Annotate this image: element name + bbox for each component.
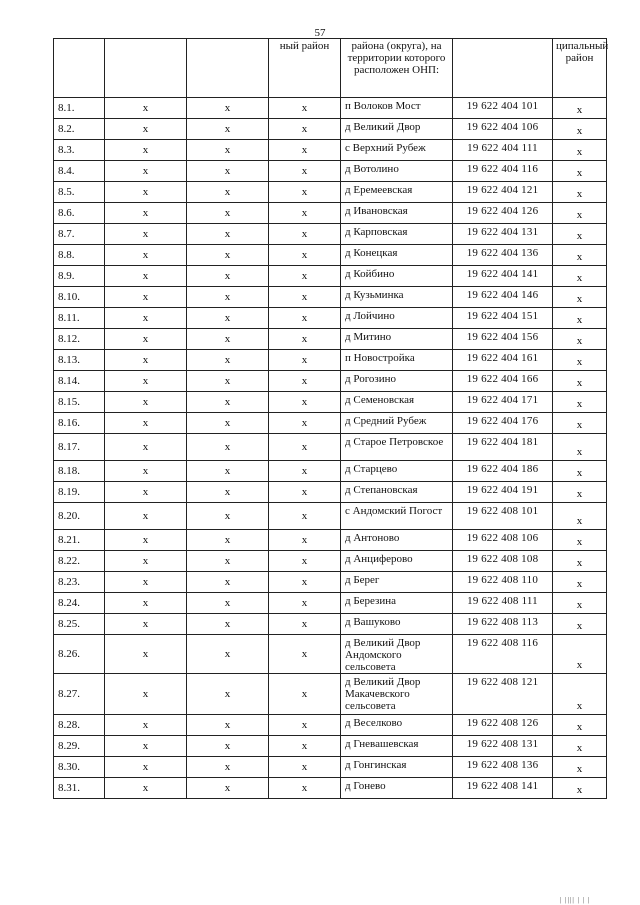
oktmo-code: 19 622 404 141: [453, 266, 553, 287]
table-row: [54, 182, 607, 203]
cell-mark: x: [553, 308, 607, 329]
table-row: [54, 614, 607, 635]
cell-mark: x: [187, 593, 269, 614]
oktmo-code: 19 622 408 126: [453, 715, 553, 736]
cell-mark: x: [187, 371, 269, 392]
cell-mark: x: [269, 413, 341, 434]
table-row: [54, 266, 607, 287]
cell-mark: x: [105, 778, 187, 799]
cell-mark: x: [105, 392, 187, 413]
cell-mark: x: [269, 778, 341, 799]
cell-mark: x: [553, 350, 607, 371]
row-number: 8.7.: [54, 224, 105, 245]
row-number: 8.30.: [54, 757, 105, 778]
cell-mark: x: [269, 287, 341, 308]
cell-mark: x: [553, 392, 607, 413]
table-row: [54, 757, 607, 778]
cell-mark: x: [269, 329, 341, 350]
cell-mark: x: [187, 434, 269, 461]
cell-mark: x: [269, 635, 341, 674]
cell-mark: x: [269, 593, 341, 614]
cell-mark: x: [269, 715, 341, 736]
cell-mark: x: [269, 434, 341, 461]
table-row: [54, 308, 607, 329]
oktmo-code: 19 622 408 111: [453, 593, 553, 614]
cell-mark: x: [553, 530, 607, 551]
cell-mark: x: [187, 308, 269, 329]
row-number: 8.5.: [54, 182, 105, 203]
settlement-name: д Степановская: [341, 482, 453, 503]
settlement-name: д Берег: [341, 572, 453, 593]
cell-mark: x: [269, 119, 341, 140]
cell-mark: x: [105, 371, 187, 392]
settlement-name: д Митино: [341, 329, 453, 350]
oktmo-code: 19 622 404 176: [453, 413, 553, 434]
cell-mark: x: [187, 413, 269, 434]
cell-mark: x: [105, 461, 187, 482]
cell-mark: x: [269, 572, 341, 593]
oktmo-code: 19 622 404 111: [453, 140, 553, 161]
cell-mark: x: [105, 350, 187, 371]
cell-mark: x: [553, 119, 607, 140]
settlement-name: д Вотолино: [341, 161, 453, 182]
table-row: [54, 224, 607, 245]
row-number: 8.28.: [54, 715, 105, 736]
cell-mark: x: [553, 161, 607, 182]
cell-mark: x: [105, 287, 187, 308]
row-number: 8.4.: [54, 161, 105, 182]
row-number: 8.9.: [54, 266, 105, 287]
cell-mark: x: [553, 371, 607, 392]
oktmo-code: 19 622 408 131: [453, 736, 553, 757]
oktmo-code: 19 622 408 113: [453, 614, 553, 635]
row-number: 8.11.: [54, 308, 105, 329]
settlement-name: д Гонгинская: [341, 757, 453, 778]
oktmo-code: 19 622 404 171: [453, 392, 553, 413]
cell-mark: x: [269, 308, 341, 329]
oktmo-code: 19 622 408 110: [453, 572, 553, 593]
oktmo-code: 19 622 408 108: [453, 551, 553, 572]
table-row: [54, 287, 607, 308]
cell-mark: x: [269, 266, 341, 287]
cell-mark: x: [553, 572, 607, 593]
cell-mark: x: [105, 308, 187, 329]
oktmo-code: 19 622 404 131: [453, 224, 553, 245]
cell-mark: x: [105, 715, 187, 736]
oktmo-code: 19 622 404 136: [453, 245, 553, 266]
row-number: 8.25.: [54, 614, 105, 635]
header-cell-6: [453, 39, 553, 98]
oktmo-code: 19 622 404 146: [453, 287, 553, 308]
cell-mark: x: [187, 736, 269, 757]
table-row: [54, 551, 607, 572]
row-number: 8.12.: [54, 329, 105, 350]
table-row: [54, 392, 607, 413]
oktmo-code: 19 622 404 191: [453, 482, 553, 503]
row-number: 8.23.: [54, 572, 105, 593]
cell-mark: x: [187, 778, 269, 799]
cell-mark: x: [553, 778, 607, 799]
cell-mark: x: [187, 161, 269, 182]
cell-mark: x: [269, 503, 341, 530]
cell-mark: x: [105, 503, 187, 530]
cell-mark: x: [105, 98, 187, 119]
cell-mark: x: [105, 614, 187, 635]
cell-mark: x: [553, 674, 607, 715]
scan-marks: | |||| | | |: [560, 896, 591, 904]
cell-mark: x: [105, 266, 187, 287]
cell-mark: x: [553, 757, 607, 778]
cell-mark: x: [553, 329, 607, 350]
cell-mark: x: [187, 98, 269, 119]
table-row: [54, 350, 607, 371]
settlement-name: д Карповская: [341, 224, 453, 245]
cell-mark: x: [105, 329, 187, 350]
cell-mark: x: [187, 551, 269, 572]
cell-mark: x: [105, 413, 187, 434]
settlement-name: д Гонево: [341, 778, 453, 799]
oktmo-code: 19 622 404 166: [453, 371, 553, 392]
page-number: 57: [314, 27, 326, 39]
oktmo-code: 19 622 408 106: [453, 530, 553, 551]
oktmo-code: 19 622 404 106: [453, 119, 553, 140]
settlement-name: п Новостройка: [341, 350, 453, 371]
cell-mark: x: [187, 392, 269, 413]
cell-mark: x: [553, 413, 607, 434]
table-row: [54, 778, 607, 799]
cell-mark: x: [553, 461, 607, 482]
cell-mark: x: [553, 98, 607, 119]
cell-mark: x: [269, 482, 341, 503]
cell-mark: x: [269, 614, 341, 635]
header-cell-5: района (округа), на территории которого расположен ОНП:: [341, 39, 453, 98]
header-cell-2: [105, 39, 187, 98]
cell-mark: x: [553, 203, 607, 224]
settlement-name: д Семеновская: [341, 392, 453, 413]
cell-mark: x: [187, 757, 269, 778]
table-row: [54, 140, 607, 161]
cell-mark: x: [269, 757, 341, 778]
cell-mark: x: [269, 140, 341, 161]
cell-mark: x: [105, 674, 187, 715]
oktmo-code: 19 622 408 141: [453, 778, 553, 799]
cell-mark: x: [269, 245, 341, 266]
cell-mark: x: [269, 392, 341, 413]
row-number: 8.29.: [54, 736, 105, 757]
oktmo-code: 19 622 404 126: [453, 203, 553, 224]
oktmo-code: 19 622 408 101: [453, 503, 553, 530]
cell-mark: x: [105, 482, 187, 503]
cell-mark: x: [187, 674, 269, 715]
row-number: 8.6.: [54, 203, 105, 224]
cell-mark: x: [105, 635, 187, 674]
cell-mark: x: [269, 161, 341, 182]
row-number: 8.16.: [54, 413, 105, 434]
cell-mark: x: [269, 674, 341, 715]
cell-mark: x: [105, 245, 187, 266]
settlement-name: д Великий Двор Макачевского сельсовета: [341, 674, 453, 715]
row-number: 8.13.: [54, 350, 105, 371]
table-row: [54, 461, 607, 482]
cell-mark: x: [187, 245, 269, 266]
row-number: 8.31.: [54, 778, 105, 799]
settlement-name: д Гневашевская: [341, 736, 453, 757]
settlement-name: д Ивановская: [341, 203, 453, 224]
row-number: 8.26.: [54, 635, 105, 674]
table-row: [54, 715, 607, 736]
row-number: 8.27.: [54, 674, 105, 715]
cell-mark: x: [553, 593, 607, 614]
oktmo-code: 19 622 404 116: [453, 161, 553, 182]
settlement-name: д Анциферово: [341, 551, 453, 572]
cell-mark: x: [187, 715, 269, 736]
settlement-name: д Березина: [341, 593, 453, 614]
oktmo-code: 19 622 408 116: [453, 635, 553, 674]
table-row: [54, 161, 607, 182]
settlement-name: д Рогозино: [341, 371, 453, 392]
cell-mark: x: [187, 572, 269, 593]
cell-mark: x: [269, 203, 341, 224]
cell-mark: x: [187, 203, 269, 224]
table-row: [54, 736, 607, 757]
cell-mark: x: [553, 614, 607, 635]
settlement-name: с Андомский Погост: [341, 503, 453, 530]
oktmo-code: 19 622 404 151: [453, 308, 553, 329]
cell-mark: x: [187, 287, 269, 308]
cell-mark: x: [187, 530, 269, 551]
header-cell-3: [187, 39, 269, 98]
settlement-name: д Кузьминка: [341, 287, 453, 308]
table-row: [54, 98, 607, 119]
cell-mark: x: [105, 530, 187, 551]
row-number: 8.19.: [54, 482, 105, 503]
table-row: [54, 503, 607, 530]
cell-mark: x: [269, 98, 341, 119]
header-cell-4: ный район: [269, 39, 341, 98]
cell-mark: x: [553, 224, 607, 245]
cell-mark: x: [105, 224, 187, 245]
cell-mark: x: [269, 736, 341, 757]
cell-mark: x: [553, 266, 607, 287]
header-cell-1: [54, 39, 105, 98]
cell-mark: x: [105, 593, 187, 614]
table-row: [54, 245, 607, 266]
cell-mark: x: [187, 614, 269, 635]
cell-mark: x: [105, 161, 187, 182]
table-row: [54, 203, 607, 224]
settlement-name: д Веселково: [341, 715, 453, 736]
settlement-name: д Старцево: [341, 461, 453, 482]
settlement-name: д Старое Петровское: [341, 434, 453, 461]
row-number: 8.3.: [54, 140, 105, 161]
cell-mark: x: [553, 182, 607, 203]
row-number: 8.2.: [54, 119, 105, 140]
settlement-name: п Волоков Мост: [341, 98, 453, 119]
cell-mark: x: [187, 140, 269, 161]
row-number: 8.22.: [54, 551, 105, 572]
oktmo-code: 19 622 408 121: [453, 674, 553, 715]
table-row: [54, 371, 607, 392]
cell-mark: x: [187, 461, 269, 482]
cell-mark: x: [187, 329, 269, 350]
table-row: [54, 434, 607, 461]
settlement-name: д Еремеевская: [341, 182, 453, 203]
cell-mark: x: [105, 757, 187, 778]
cell-mark: x: [105, 572, 187, 593]
oktmo-code: 19 622 408 136: [453, 757, 553, 778]
cell-mark: x: [105, 203, 187, 224]
table-row: [54, 413, 607, 434]
cell-mark: x: [553, 635, 607, 674]
cell-mark: x: [553, 140, 607, 161]
cell-mark: x: [187, 635, 269, 674]
settlement-name: д Великий Двор: [341, 119, 453, 140]
settlement-name: д Койбино: [341, 266, 453, 287]
oktmo-code: 19 622 404 181: [453, 434, 553, 461]
settlement-name: д Конецкая: [341, 245, 453, 266]
settlement-name: д Средний Рубеж: [341, 413, 453, 434]
oktmo-code: 19 622 404 156: [453, 329, 553, 350]
cell-mark: x: [269, 530, 341, 551]
cell-mark: x: [269, 461, 341, 482]
settlements-table: [53, 38, 607, 799]
cell-mark: x: [553, 245, 607, 266]
row-number: 8.8.: [54, 245, 105, 266]
cell-mark: x: [105, 551, 187, 572]
cell-mark: x: [187, 224, 269, 245]
oktmo-code: 19 622 404 186: [453, 461, 553, 482]
table-row: [54, 530, 607, 551]
cell-mark: x: [269, 224, 341, 245]
row-number: 8.18.: [54, 461, 105, 482]
oktmo-code: 19 622 404 101: [453, 98, 553, 119]
table-row: [54, 329, 607, 350]
row-number: 8.10.: [54, 287, 105, 308]
cell-mark: x: [269, 551, 341, 572]
row-number: 8.24.: [54, 593, 105, 614]
settlement-name: д Великий Двор Андомского сельсовета: [341, 635, 453, 674]
row-number: 8.14.: [54, 371, 105, 392]
table-row: [54, 593, 607, 614]
oktmo-code: 19 622 404 161: [453, 350, 553, 371]
cell-mark: x: [553, 482, 607, 503]
cell-mark: x: [553, 551, 607, 572]
header-cell-7: ципальный район: [553, 39, 607, 98]
table-row: [54, 635, 607, 674]
oktmo-code: 19 622 404 121: [453, 182, 553, 203]
table-row: [54, 119, 607, 140]
cell-mark: x: [553, 715, 607, 736]
settlement-name: д Вашуково: [341, 614, 453, 635]
cell-mark: x: [105, 434, 187, 461]
row-number: 8.20.: [54, 503, 105, 530]
row-number: 8.17.: [54, 434, 105, 461]
cell-mark: x: [187, 119, 269, 140]
cell-mark: x: [187, 182, 269, 203]
table-row: [54, 674, 607, 715]
cell-mark: x: [187, 482, 269, 503]
cell-mark: x: [269, 371, 341, 392]
cell-mark: x: [553, 736, 607, 757]
cell-mark: x: [187, 350, 269, 371]
settlement-name: с Верхний Рубеж: [341, 140, 453, 161]
cell-mark: x: [269, 350, 341, 371]
settlement-name: д Лойчино: [341, 308, 453, 329]
settlement-name: д Антоново: [341, 530, 453, 551]
cell-mark: x: [553, 434, 607, 461]
table-header-row: [54, 39, 607, 98]
cell-mark: x: [105, 736, 187, 757]
cell-mark: x: [553, 503, 607, 530]
cell-mark: x: [105, 182, 187, 203]
table-row: [54, 572, 607, 593]
cell-mark: x: [105, 119, 187, 140]
cell-mark: x: [187, 266, 269, 287]
row-number: 8.21.: [54, 530, 105, 551]
cell-mark: x: [187, 503, 269, 530]
cell-mark: x: [553, 287, 607, 308]
cell-mark: x: [105, 140, 187, 161]
row-number: 8.1.: [54, 98, 105, 119]
cell-mark: x: [269, 182, 341, 203]
table-row: [54, 482, 607, 503]
row-number: 8.15.: [54, 392, 105, 413]
